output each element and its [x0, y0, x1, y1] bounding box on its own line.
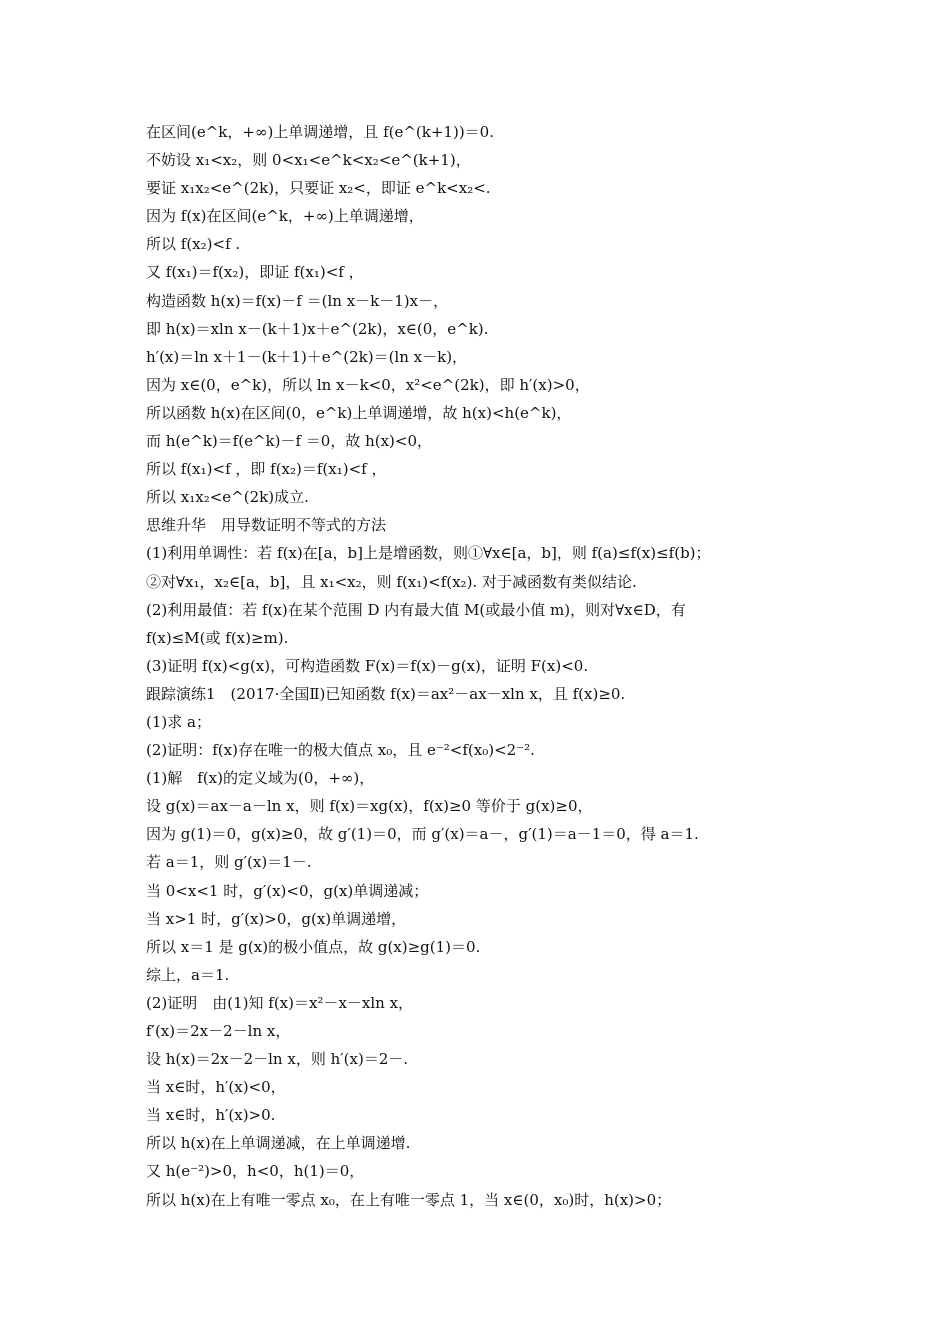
- text-line: 因为 x∈(0，e^k)，所以 ln x－k<0，x²<e^(2k)，即 h′(x)>0，: [146, 375, 590, 394]
- text-line: 又 f(x₁)＝f(x₂)，即证 f(x₁)<f ，: [146, 263, 364, 282]
- text-line: 因为 f(x)在区间(e^k，+∞)上单调递增，: [146, 207, 424, 226]
- text-line: 又 h(e⁻²)>0，h<0，h(1)＝0，: [146, 1162, 365, 1181]
- text-line: 当 x>1 时，g′(x)>0，g(x)单调递增，: [146, 909, 407, 928]
- text-line: 而 h(e^k)＝f(e^k)－f ＝0，故 h(x)<0，: [146, 432, 433, 451]
- text-line: 所以 f(x₂)<f .: [146, 235, 241, 254]
- text-line: (1)利用单调性：若 f(x)在[a，b]上是增函数，则①∀x∈[a，b]，则 f(a)≤f(x)≤f(b)；: [146, 544, 711, 563]
- text-line: (1)解 f(x)的定义域为(0，+∞)，: [146, 769, 375, 788]
- text-line: 因为 g(1)＝0，g(x)≥0，故 g′(1)＝0，而 g′(x)＝a－，g′(1)＝a－1＝0，得 a＝1.: [146, 825, 699, 844]
- document-body: [146, 118, 826, 1214]
- text-line: 不妨设 x₁<x₂，则 0<x₁<e^k<x₂<e^(k+1)，: [146, 151, 471, 170]
- text-line: f′(x)＝2x－2－ln x，: [146, 1022, 291, 1040]
- text-line: 即 h(x)＝xln x－(k＋1)x＋e^(2k)，x∈(0，e^k).: [146, 319, 489, 338]
- text-line: (1)求 a；: [146, 712, 211, 731]
- text-line: 设 h(x)＝2x－2－ln x，则 h′(x)＝2－.: [146, 1050, 409, 1069]
- text-line: (2)利用最值：若 f(x)在某个范围 D 内有最大值 M(或最小值 m)，则对∀x∈D，有: [146, 600, 686, 619]
- text-line: 当 x∈时，h′(x)>0.: [146, 1106, 276, 1125]
- text-line: 所以 f(x₁)<f ，即 f(x₂)＝f(x₁)<f ，: [146, 460, 387, 479]
- text-line: 设 g(x)＝ax－a－ln x，则 f(x)＝xg(x)，f(x)≥0 等价于 g(x)≥0，: [146, 797, 593, 816]
- text-line: 所以函数 h(x)在区间(0，e^k)上单调递增，故 h(x)<h(e^k)，: [146, 403, 572, 422]
- text-line: 所以 h(x)在上有唯一零点 x₀，在上有唯一零点 1，当 x∈(0，x₀)时，h(x)>0；: [146, 1190, 672, 1209]
- text-line: 所以 h(x)在上单调递减，在上单调递增.: [146, 1134, 411, 1153]
- text-line: 跟踪演练1 (2017·全国Ⅱ)已知函数 f(x)＝ax²－ax－xln x，且 f(x)≥0.: [146, 684, 626, 703]
- text-line: (2)证明 由(1)知 f(x)＝x²－x－xln x，: [146, 993, 414, 1012]
- text-line: (3)证明 f(x)<g(x)，可构造函数 F(x)＝f(x)－g(x)，证明 F(x)<0.: [146, 656, 589, 675]
- text-line: ②对∀x₁，x₂∈[a，b]，且 x₁<x₂，则 f(x₁)<f(x₂). 对于减函数有类似结论.: [146, 572, 637, 591]
- text-line: 思维升华 用导数证明不等式的方法: [146, 516, 387, 535]
- text-line: (2)证明：f(x)存在唯一的极大值点 x₀，且 e⁻²<f(x₀)<2⁻².: [146, 741, 535, 760]
- text-line: 所以 x₁x₂<e^(2k)成立.: [146, 488, 309, 507]
- text-line: 所以 x＝1 是 g(x)的极小值点，故 g(x)≥g(1)＝0.: [146, 937, 481, 956]
- text-line: 要证 x₁x₂<e^(2k)，只要证 x₂<，即证 e^k<x₂<.: [146, 179, 491, 198]
- text-line: 当 x∈时，h′(x)<0，: [146, 1078, 286, 1097]
- text-line: 构造函数 h(x)＝f(x)－f ＝(ln x－k－1)x－，: [146, 291, 449, 310]
- text-line: 在区间(e^k，+∞)上单调递增，且 f(e^(k+1))＝0.: [146, 123, 494, 141]
- text-line: 当 0<x<1 时，g′(x)<0，g(x)单调递减；: [146, 881, 429, 900]
- text-line: f(x)≤M(或 f(x)≥m).: [146, 628, 289, 647]
- text-line: 综上，a＝1.: [146, 965, 230, 984]
- text-line: 若 a＝1，则 g′(x)＝1－.: [146, 853, 312, 872]
- text-line: h′(x)＝ln x＋1－(k＋1)＋e^(2k)＝(ln x－k)，: [146, 347, 468, 366]
